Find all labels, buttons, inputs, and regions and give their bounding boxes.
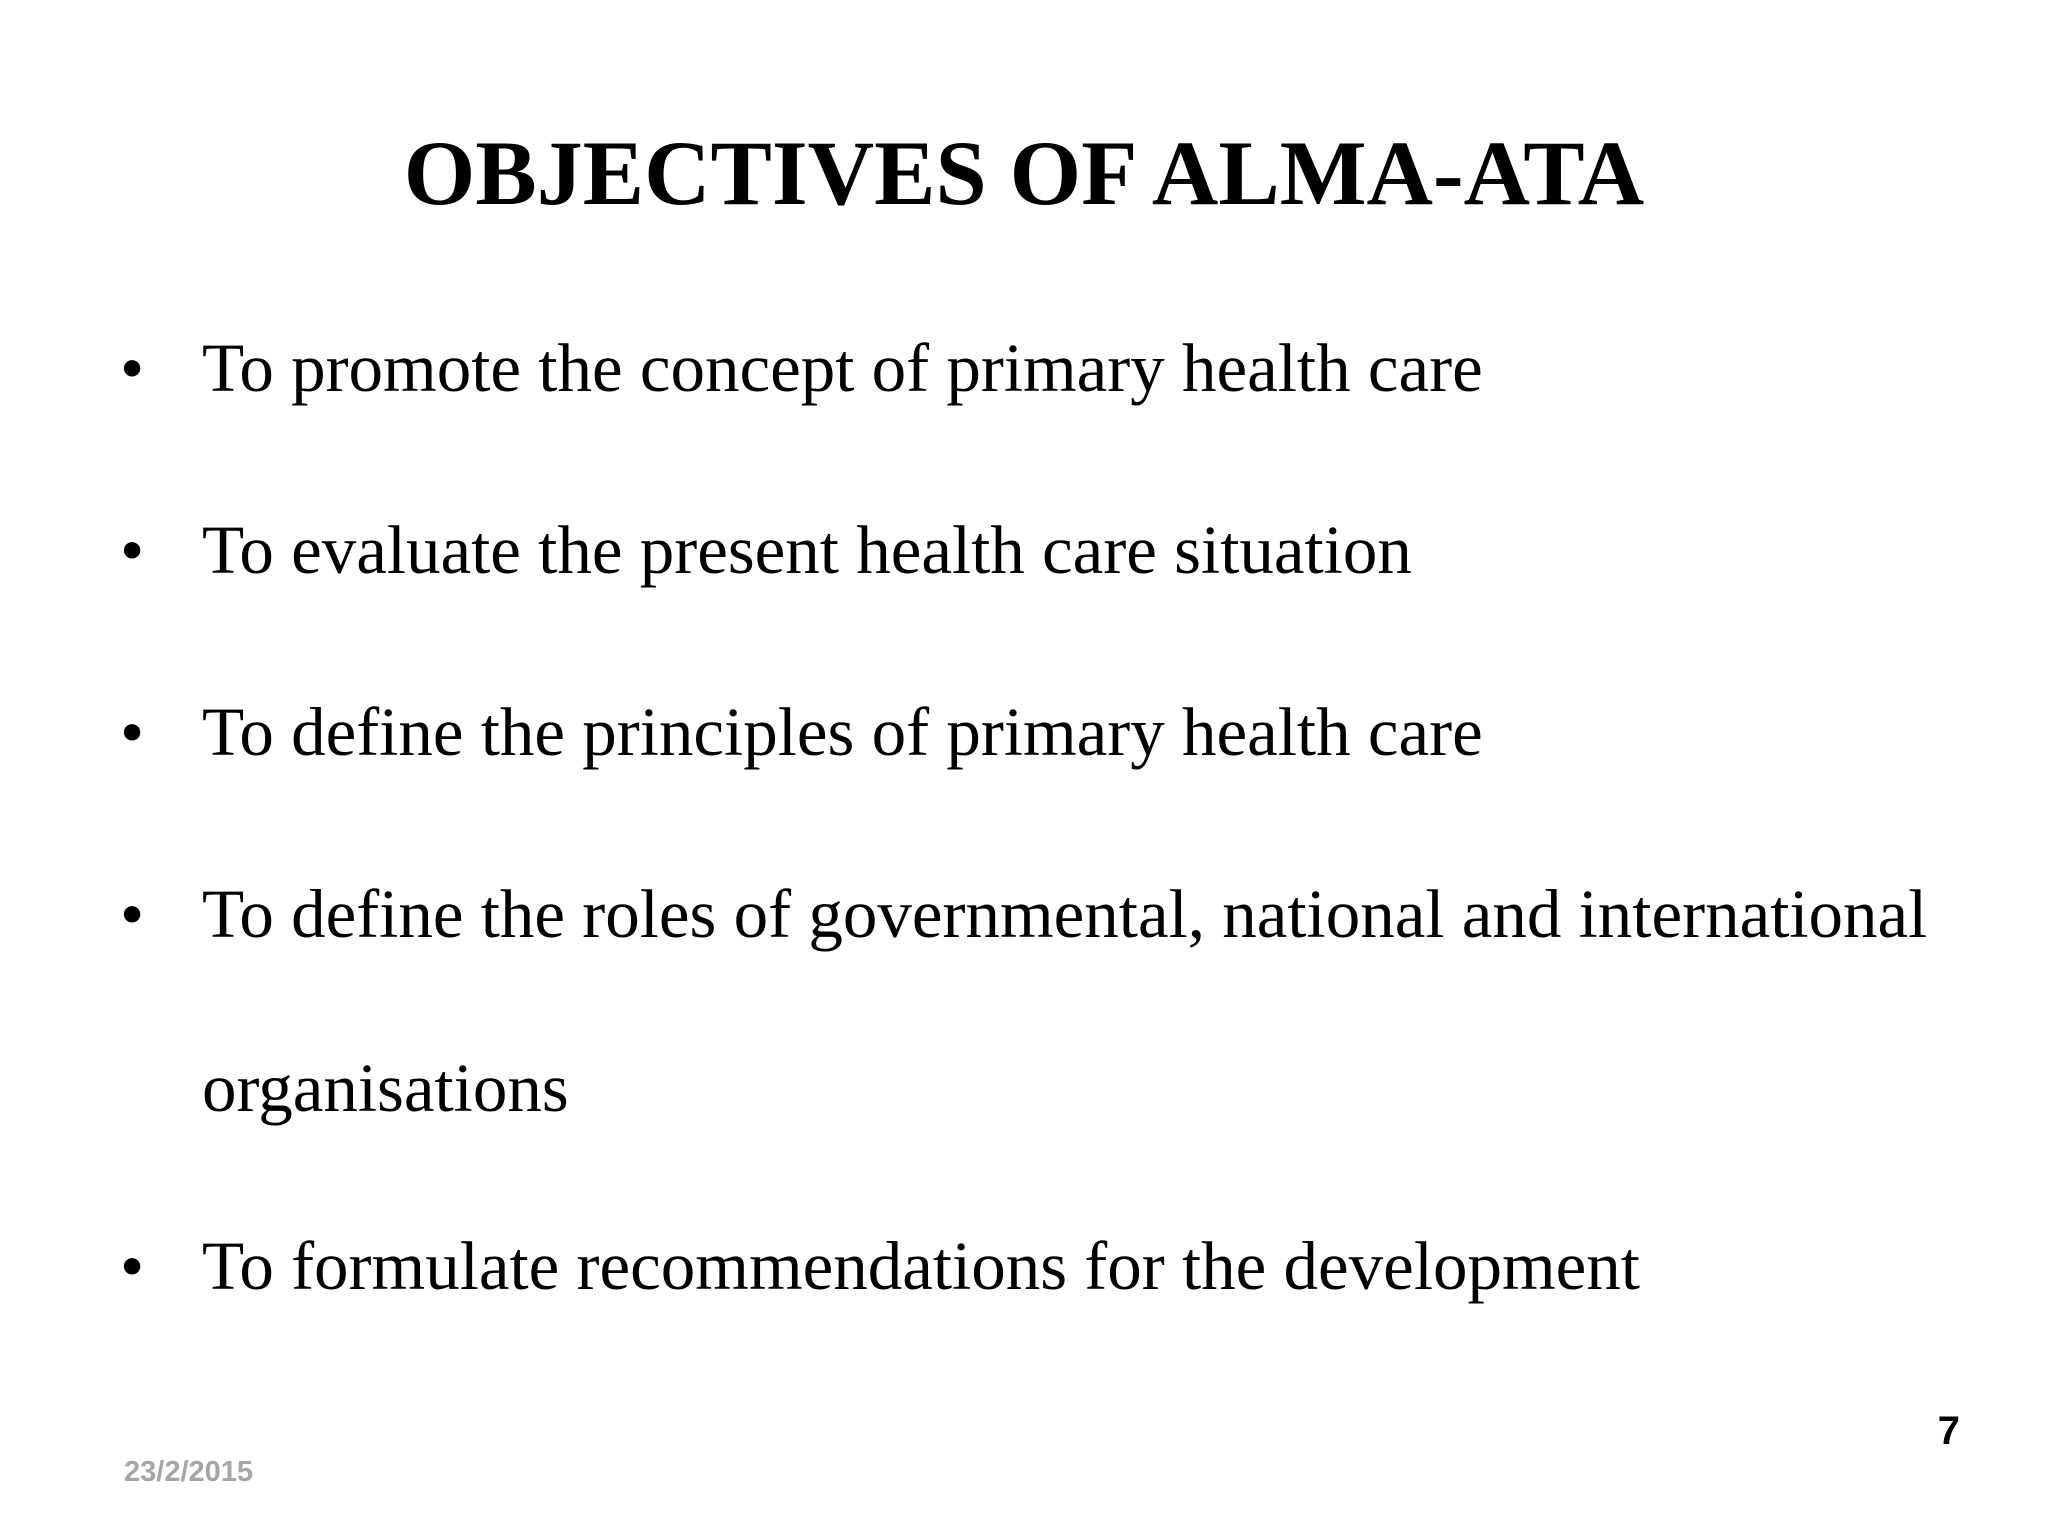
bullet-icon: • — [120, 1228, 145, 1304]
bullet-icon: • — [120, 512, 145, 588]
bullet-icon: • — [120, 694, 145, 770]
bullet-text-continuation: organisations — [202, 1050, 569, 1126]
page-number: 7 — [1937, 1409, 1960, 1453]
bullet-text: To define the principles of primary health care — [202, 694, 1483, 770]
slide-title: OBJECTIVES OF ALMA-ATA — [403, 122, 1645, 224]
slide-date: 23/2/2015 — [124, 1456, 254, 1488]
bullet-text: To promote the concept of primary health care — [202, 330, 1483, 406]
bullet-text: To define the roles of governmental, national and international — [202, 876, 1928, 952]
bullet-icon: • — [120, 330, 145, 406]
bullet-icon: • — [120, 876, 145, 952]
bullet-text: To formulate recommendations for the development — [202, 1228, 1640, 1304]
bullet-text: To evaluate the present health care situation — [202, 512, 1412, 588]
